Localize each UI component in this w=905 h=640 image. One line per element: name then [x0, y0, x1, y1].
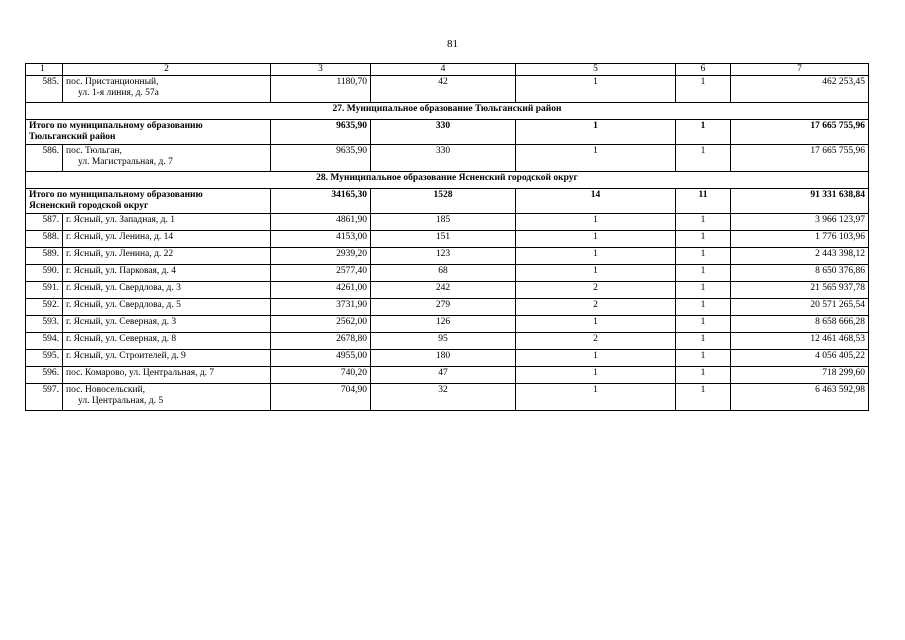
area-cell: 4861,90	[271, 214, 371, 231]
residents-cell: 180	[371, 350, 516, 367]
section-header-row	[26, 103, 869, 120]
column-5-cell: 1	[516, 367, 676, 384]
column-5-cell: 1	[516, 231, 676, 248]
column-5-cell: 1	[516, 145, 676, 172]
column-6-cell: 1	[676, 248, 731, 265]
address-cell	[63, 316, 271, 333]
column-6-cell: 1	[676, 384, 731, 411]
column-6-cell: 1	[676, 333, 731, 350]
column-5-cell: 1	[516, 316, 676, 333]
row-number-cell: 587.	[26, 214, 63, 231]
cell-text-line: Итого по муниципальному образованию	[29, 121, 203, 131]
address-cell	[63, 214, 271, 231]
table-row	[26, 145, 869, 172]
address-cell	[63, 333, 271, 350]
page-number: 81	[447, 38, 458, 50]
area-cell: 4261,00	[271, 282, 371, 299]
column-6-cell: 1	[676, 282, 731, 299]
cell-text-line: г. Ясный, ул. Северная, д. 8	[66, 334, 177, 344]
cell-text-line: Ясненский городской округ	[29, 201, 149, 211]
column-number: 2	[63, 64, 271, 76]
cost-cell: 718 299,60	[731, 367, 869, 384]
table-row	[26, 350, 869, 367]
column-number: 1	[26, 64, 63, 76]
area-cell: 9635,90	[271, 120, 371, 145]
cell-text-line: пос. Тюльган,	[66, 146, 122, 156]
subtotal-row	[26, 189, 869, 214]
cost-cell: 21 565 937,78	[731, 282, 869, 299]
column-number: 7	[731, 64, 869, 76]
row-number-cell: 590.	[26, 265, 63, 282]
column-6-cell: 1	[676, 350, 731, 367]
column-6-cell: 1	[676, 76, 731, 103]
cost-cell: 12 461 468,53	[731, 333, 869, 350]
table-row	[26, 367, 869, 384]
row-number-cell: 593.	[26, 316, 63, 333]
column-5-cell: 1	[516, 265, 676, 282]
address-cell	[63, 384, 271, 411]
column-6-cell: 1	[676, 145, 731, 172]
table-row	[26, 231, 869, 248]
cell-text-line: г. Ясный, ул. Свердлова, д. 5	[66, 300, 181, 310]
column-number: 6	[676, 64, 731, 76]
area-cell: 2678,80	[271, 333, 371, 350]
row-number-cell: 595.	[26, 350, 63, 367]
address-cell	[63, 248, 271, 265]
cell-text-line: пос. Пристанционный,	[66, 77, 159, 87]
cell-text-line: г. Ясный, ул. Ленина, д. 14	[66, 232, 174, 242]
row-number-cell: 594.	[26, 333, 63, 350]
cell-text-line: ул. Магистральная, д. 7	[78, 157, 173, 167]
address-cell	[63, 299, 271, 316]
column-6-cell: 1	[676, 299, 731, 316]
residents-cell: 123	[371, 248, 516, 265]
column-number: 4	[371, 64, 516, 76]
area-cell: 2939,20	[271, 248, 371, 265]
residents-cell: 32	[371, 384, 516, 411]
table-row	[26, 214, 869, 231]
address-cell	[63, 282, 271, 299]
cost-cell: 17 665 755,96	[731, 120, 869, 145]
column-5-cell: 1	[516, 384, 676, 411]
column-6-cell: 11	[676, 189, 731, 214]
address-cell	[63, 350, 271, 367]
section-header-row	[26, 172, 869, 189]
area-cell: 2562,00	[271, 316, 371, 333]
cell-text-line: г. Ясный, ул. Западная, д. 1	[66, 215, 175, 225]
cell-text-line: г. Ясный, ул. Ленина, д. 22	[66, 249, 174, 259]
row-number-cell: 586.	[26, 145, 63, 172]
area-cell: 1180,70	[271, 76, 371, 103]
column-5-cell: 2	[516, 299, 676, 316]
cell-text-line: Тюльганский район	[29, 132, 116, 142]
table-row	[26, 248, 869, 265]
column-6-cell: 1	[676, 214, 731, 231]
table-row	[26, 384, 869, 411]
column-5-cell: 2	[516, 333, 676, 350]
table-row	[26, 265, 869, 282]
column-6-cell: 1	[676, 231, 731, 248]
area-cell: 740,20	[271, 367, 371, 384]
area-cell: 4955,00	[271, 350, 371, 367]
column-6-cell: 1	[676, 265, 731, 282]
residents-cell: 42	[371, 76, 516, 103]
column-5-cell: 14	[516, 189, 676, 214]
subtotal-label	[26, 120, 271, 145]
subtotal-row	[26, 120, 869, 145]
table-row	[26, 299, 869, 316]
cost-cell: 1 776 103,96	[731, 231, 869, 248]
column-5-cell: 1	[516, 120, 676, 145]
row-number-cell: 588.	[26, 231, 63, 248]
area-cell: 3731,90	[271, 299, 371, 316]
cell-text-line: г. Ясный, ул. Парковая, д. 4	[66, 266, 176, 276]
column-6-cell: 1	[676, 367, 731, 384]
row-number-cell: 585.	[26, 76, 63, 103]
table-row	[26, 333, 869, 350]
cost-cell: 20 571 265,54	[731, 299, 869, 316]
cell-text-line: г. Ясный, ул. Северная, д. 3	[66, 317, 177, 327]
residents-cell: 68	[371, 265, 516, 282]
residents-cell: 47	[371, 367, 516, 384]
address-cell	[63, 231, 271, 248]
residents-cell: 185	[371, 214, 516, 231]
cost-cell: 2 443 398,12	[731, 248, 869, 265]
row-number-cell: 592.	[26, 299, 63, 316]
cell-text-line: Итого по муниципальному образованию	[29, 190, 203, 200]
residents-cell: 126	[371, 316, 516, 333]
residents-cell: 279	[371, 299, 516, 316]
column-6-cell: 1	[676, 120, 731, 145]
address-cell	[63, 367, 271, 384]
cell-text-line: г. Ясный, ул. Свердлова, д. 3	[66, 283, 181, 293]
table-row	[26, 316, 869, 333]
column-number: 5	[516, 64, 676, 76]
address-cell	[63, 265, 271, 282]
address-cell	[63, 145, 271, 172]
cell-text-line: пос. Новосельский,	[66, 385, 146, 395]
cost-cell: 8 658 666,28	[731, 316, 869, 333]
cost-cell: 462 253,45	[731, 76, 869, 103]
subtotal-label	[26, 189, 271, 214]
cost-cell: 4 056 405,22	[731, 350, 869, 367]
row-number-cell: 597.	[26, 384, 63, 411]
column-5-cell: 1	[516, 248, 676, 265]
residents-cell: 1528	[371, 189, 516, 214]
address-cell	[63, 76, 271, 103]
residents-cell: 151	[371, 231, 516, 248]
area-cell: 2577,40	[271, 265, 371, 282]
area-cell: 9635,90	[271, 145, 371, 172]
cell-text-line: г. Ясный, ул. Строителей, д. 9	[66, 351, 186, 361]
row-number-cell: 589.	[26, 248, 63, 265]
area-cell: 34165,30	[271, 189, 371, 214]
column-number-row	[26, 64, 869, 76]
cell-text-line: пос. Комарово, ул. Центральная, д. 7	[66, 368, 215, 378]
column-6-cell: 1	[676, 316, 731, 333]
section-title: 27. Муниципальное образование Тюльганский район	[26, 103, 869, 120]
cost-cell: 91 331 638,84	[731, 189, 869, 214]
column-5-cell: 2	[516, 282, 676, 299]
section-title: 28. Муниципальное образование Ясненский городской округ	[26, 172, 869, 189]
cost-cell: 6 463 592,98	[731, 384, 869, 411]
residents-cell: 95	[371, 333, 516, 350]
housing-register-table	[25, 63, 869, 411]
column-5-cell: 1	[516, 214, 676, 231]
column-5-cell: 1	[516, 350, 676, 367]
row-number-cell: 591.	[26, 282, 63, 299]
residents-cell: 330	[371, 145, 516, 172]
area-cell: 4153,00	[271, 231, 371, 248]
area-cell: 704,90	[271, 384, 371, 411]
column-5-cell: 1	[516, 76, 676, 103]
cost-cell: 3 966 123,97	[731, 214, 869, 231]
column-number: 3	[271, 64, 371, 76]
cell-text-line: ул. Центральная, д. 5	[78, 396, 164, 406]
cost-cell: 8 650 376,86	[731, 265, 869, 282]
residents-cell: 330	[371, 120, 516, 145]
cell-text-line: ул. 1-я линия, д. 57а	[78, 88, 159, 98]
row-number-cell: 596.	[26, 367, 63, 384]
table-row	[26, 76, 869, 103]
cost-cell: 17 665 755,96	[731, 145, 869, 172]
table-row	[26, 282, 869, 299]
residents-cell: 242	[371, 282, 516, 299]
